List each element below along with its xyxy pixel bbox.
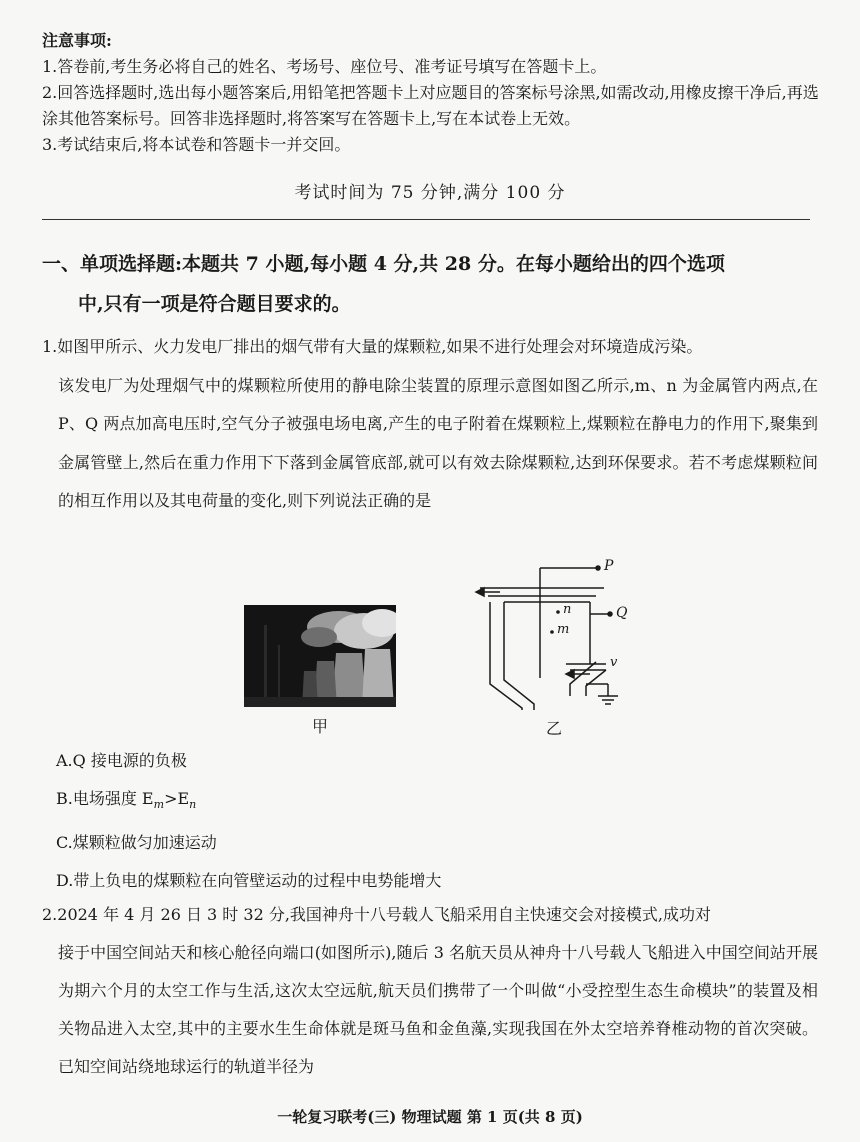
- question-1: [42, 328, 818, 521]
- option-a: A.Q 接电源的负极: [56, 751, 187, 770]
- question-2-stem: 2.2024 年 4 月 26 日 3 时 32 分,我国神舟十八号载人飞船采用自主快速交会对接模式,成功对: [42, 905, 712, 924]
- notice-block: [42, 28, 822, 158]
- figure-power-plant-photo: [244, 605, 396, 707]
- page-footer: 一轮复习联考(三) 物理试题 第 1 页(共 8 页): [277, 1108, 583, 1126]
- option-d: D.带上负电的煤颗粒在向管壁运动的过程中电势能增大: [56, 871, 442, 891]
- section-heading-line1: 一、单项选择题:本题共 7 小题,每小题 4 分,共 28 分。在每小题给出的四个选项: [42, 253, 725, 275]
- question-1-stem-cont: 该发电厂为处理烟气中的煤颗粒所使用的静电除尘装置的原理示意图如图乙所示,m、n 为金属管内两点,在 P、Q 两点加高电压时,空气分子被强电场电离,产生的电子附着在煤颗粒上,煤颗粒在静电力的作用下,聚集到金属管壁上,然后在重力作用下下落到金属管底部,就可以有效去除煤颗粒,达到环保要求。若不考虑煤颗粒间的相互作用以及其电荷量的变化,则下列说法正确的是: [58, 375, 818, 510]
- question-2-stem-cont: 接于中国空间站天和核心舱径向端口(如图所示),随后 3 名航天员从神舟十八号载人飞船进入中国空间站开展为期六个月的太空工作与生活,这次太空远航,航天员们携带了一个叫做“小受控型生态生命模块”的装置及相关物品进入太空,其中的主要水生生命体就是斑马鱼和金鱼藻,实现我国在外太空培养脊椎动物的首次突破。已知空间站绕地球运行的轨道半径为: [58, 943, 818, 1076]
- notice-title: 注意事项:: [42, 31, 112, 50]
- option-b: B.电场强度 $E_m>E_n$: [56, 789, 197, 812]
- notice-item: 3.考试结束后,将本试卷和答题卡一并交回。: [42, 135, 351, 154]
- figure-b-caption: 乙: [546, 719, 563, 738]
- section-heading-line2: 中,只有一项是符合题目要求的。: [78, 293, 351, 315]
- option-c: C.煤颗粒做匀加速运动: [56, 833, 217, 853]
- label-m: m: [557, 622, 570, 637]
- label-p: P: [604, 558, 614, 574]
- label-n: n: [563, 602, 572, 617]
- label-q: Q: [616, 605, 628, 621]
- figure-a-caption: 甲: [312, 717, 329, 736]
- question-1-options: [56, 742, 441, 900]
- question-2: [42, 896, 818, 1086]
- notice-item: 2.回答选择题时,选出每小题答案后,用铅笔把答题卡上对应题目的答案标号涂黑,如需改动,用橡皮擦干净后,再选涂其他答案标号。回答非选择题时,将答案写在答题卡上,写在本试卷上无效。: [42, 83, 819, 128]
- section-heading: [42, 244, 822, 324]
- question-1-stem: 1.如图甲所示、火力发电厂排出的烟气带有大量的煤颗粒,如果不进行处理会对环境造成污染。: [42, 337, 703, 356]
- divider-line: [42, 219, 810, 220]
- label-v: v: [610, 655, 618, 670]
- notice-item: 1.答卷前,考生务必将自己的姓名、考场号、座位号、准考证号填写在答题卡上。: [42, 57, 607, 76]
- exam-time: 考试时间为 75 分钟,满分 100 分: [294, 183, 566, 203]
- figure-precipitator-diagram: [470, 558, 640, 738]
